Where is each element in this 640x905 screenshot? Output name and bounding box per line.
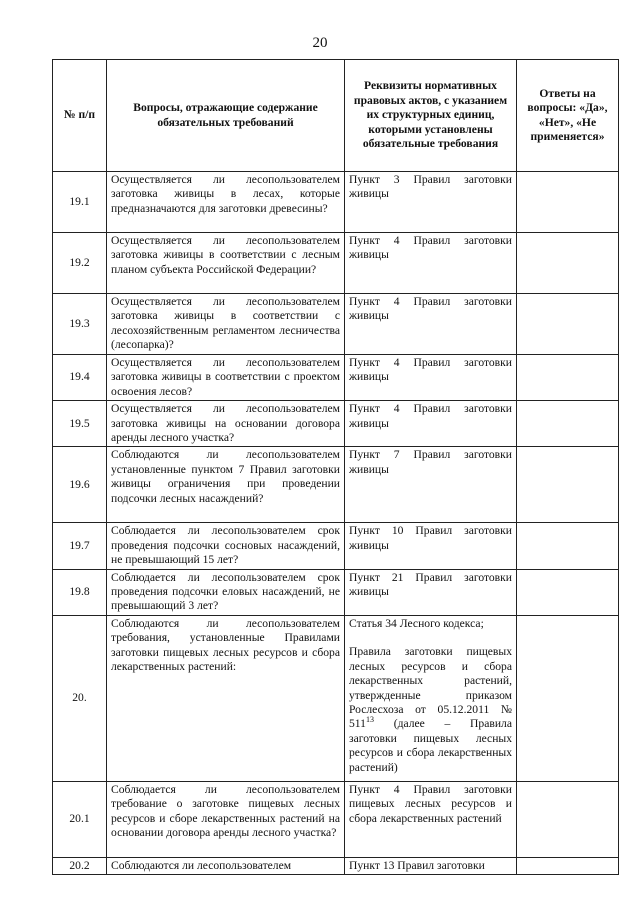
row-question: Осуществляется ли лесопользователем заготовка живицы в соответствии с проектом освоения лесов? bbox=[107, 355, 345, 401]
table-row bbox=[53, 523, 619, 569]
page-number: 20 bbox=[312, 35, 328, 51]
row-answer-cell[interactable] bbox=[517, 355, 619, 401]
row-question: Осуществляется ли лесопользователем заготовка живицы в лесах, которые предназначаются для заготовки древесины? bbox=[107, 172, 345, 233]
row-reference: Пункт 3 Правил заготовки живицы bbox=[345, 172, 517, 233]
row-question: Соблюдается ли лесопользователем срок проведения подсочки сосновых насаждений, не превышающий 15 лет? bbox=[107, 523, 345, 569]
row-reference: Пункт 4 Правил заготовки живицы bbox=[345, 401, 517, 447]
row-question: Осуществляется ли лесопользователем заготовка живицы в соответствии с лесохозяйственным регламентом лесничества (лесопарка)? bbox=[107, 294, 345, 355]
header-reference: Реквизиты нормативных правовых актов, с указанием их структурных единиц, которыми установлены обязательные требования bbox=[345, 60, 517, 172]
row-reference: Пункт 7 Правил заготовки живицы bbox=[345, 447, 517, 523]
row-num: 20.2 bbox=[53, 857, 107, 874]
row-answer-cell[interactable] bbox=[517, 569, 619, 615]
row-answer-cell[interactable] bbox=[517, 523, 619, 569]
row-question: Соблюдается ли лесопользователем срок проведения подсочки еловых насаждений, не превышающий 3 лет? bbox=[107, 569, 345, 615]
table-row bbox=[53, 569, 619, 615]
table-header-row bbox=[53, 60, 619, 172]
row-num: 20.1 bbox=[53, 781, 107, 857]
table-row bbox=[53, 615, 619, 781]
row-num: 20. bbox=[53, 615, 107, 781]
row-question: Соблюдается ли лесопользователем требование о заготовке пищевых лесных ресурсов и сборе лекарственных растений на основании договора аренды лесного участка? bbox=[107, 781, 345, 857]
row-reference: Пункт 4 Правил заготовки живицы bbox=[345, 233, 517, 294]
row-answer-cell[interactable] bbox=[517, 401, 619, 447]
reference-rules-text: Правила заготовки пищевых лесных ресурсов и сбора лекарственных растений, утвержденные приказом Рослесхоза от 05.12.2011 № 511 bbox=[349, 645, 512, 731]
row-answer-cell[interactable] bbox=[517, 615, 619, 781]
row-reference: Пункт 4 Правил заготовки пищевых лесных ресурсов и сбора лекарственных растений bbox=[345, 781, 517, 857]
row-reference: Пункт 21 Правил заготовки живицы bbox=[345, 569, 517, 615]
row-num: 19.5 bbox=[53, 401, 107, 447]
row-num: 19.8 bbox=[53, 569, 107, 615]
reference-gap bbox=[349, 631, 512, 645]
row-question: Соблюдаются ли лесопользователем установленные пунктом 7 Правил заготовки живицы ограничения при проведении подсочки лесных насаждений? bbox=[107, 447, 345, 523]
table-row bbox=[53, 857, 619, 874]
table-row bbox=[53, 172, 619, 233]
reference-rules-tail: (далее – Правила заготовки пищевых лесных ресурсов и сбора лекарственных растений) bbox=[349, 717, 512, 774]
table-row bbox=[53, 294, 619, 355]
reference-article: Статья 34 Лесного кодекса; bbox=[349, 616, 484, 630]
reference-rules bbox=[349, 645, 512, 775]
row-answer-cell[interactable] bbox=[517, 233, 619, 294]
table-row bbox=[53, 447, 619, 523]
row-reference: Пункт 13 Правил заготовки bbox=[345, 857, 517, 874]
row-num: 19.7 bbox=[53, 523, 107, 569]
row-question: Осуществляется ли лесопользователем заготовка живицы в соответствии с лесным планом субъекта Российской Федерации? bbox=[107, 233, 345, 294]
row-reference bbox=[345, 615, 517, 781]
table-row bbox=[53, 355, 619, 401]
requirements-table bbox=[52, 59, 619, 875]
row-num: 19.2 bbox=[53, 233, 107, 294]
row-answer-cell[interactable] bbox=[517, 294, 619, 355]
row-answer-cell[interactable] bbox=[517, 857, 619, 874]
row-question: Соблюдаются ли лесопользователем требования, установленные Правилами заготовки пищевых лесных ресурсов и сбора лекарственных растений: bbox=[107, 615, 345, 781]
row-answer-cell[interactable] bbox=[517, 447, 619, 523]
row-num: 19.1 bbox=[53, 172, 107, 233]
row-question: Осуществляется ли лесопользователем заготовка живицы на основании договора аренды лесного участка? bbox=[107, 401, 345, 447]
row-answer-cell[interactable] bbox=[517, 172, 619, 233]
row-num: 19.4 bbox=[53, 355, 107, 401]
row-question: Соблюдаются ли лесопользователем bbox=[107, 857, 345, 874]
row-answer-cell[interactable] bbox=[517, 781, 619, 857]
row-reference: Пункт 4 Правил заготовки живицы bbox=[345, 294, 517, 355]
table-row bbox=[53, 401, 619, 447]
header-question: Вопросы, отражающие содержание обязательных требований bbox=[107, 60, 345, 172]
row-reference: Пункт 4 Правил заготовки живицы bbox=[345, 355, 517, 401]
row-num: 19.6 bbox=[53, 447, 107, 523]
row-num: 19.3 bbox=[53, 294, 107, 355]
table-row bbox=[53, 233, 619, 294]
header-answer: Ответы на вопросы: «Да», «Нет», «Не применяется» bbox=[517, 60, 619, 172]
table-row bbox=[53, 781, 619, 857]
footnote-mark[interactable]: 13 bbox=[365, 715, 374, 725]
header-num: № п/п bbox=[53, 60, 107, 172]
row-reference: Пункт 10 Правил заготовки живицы bbox=[345, 523, 517, 569]
